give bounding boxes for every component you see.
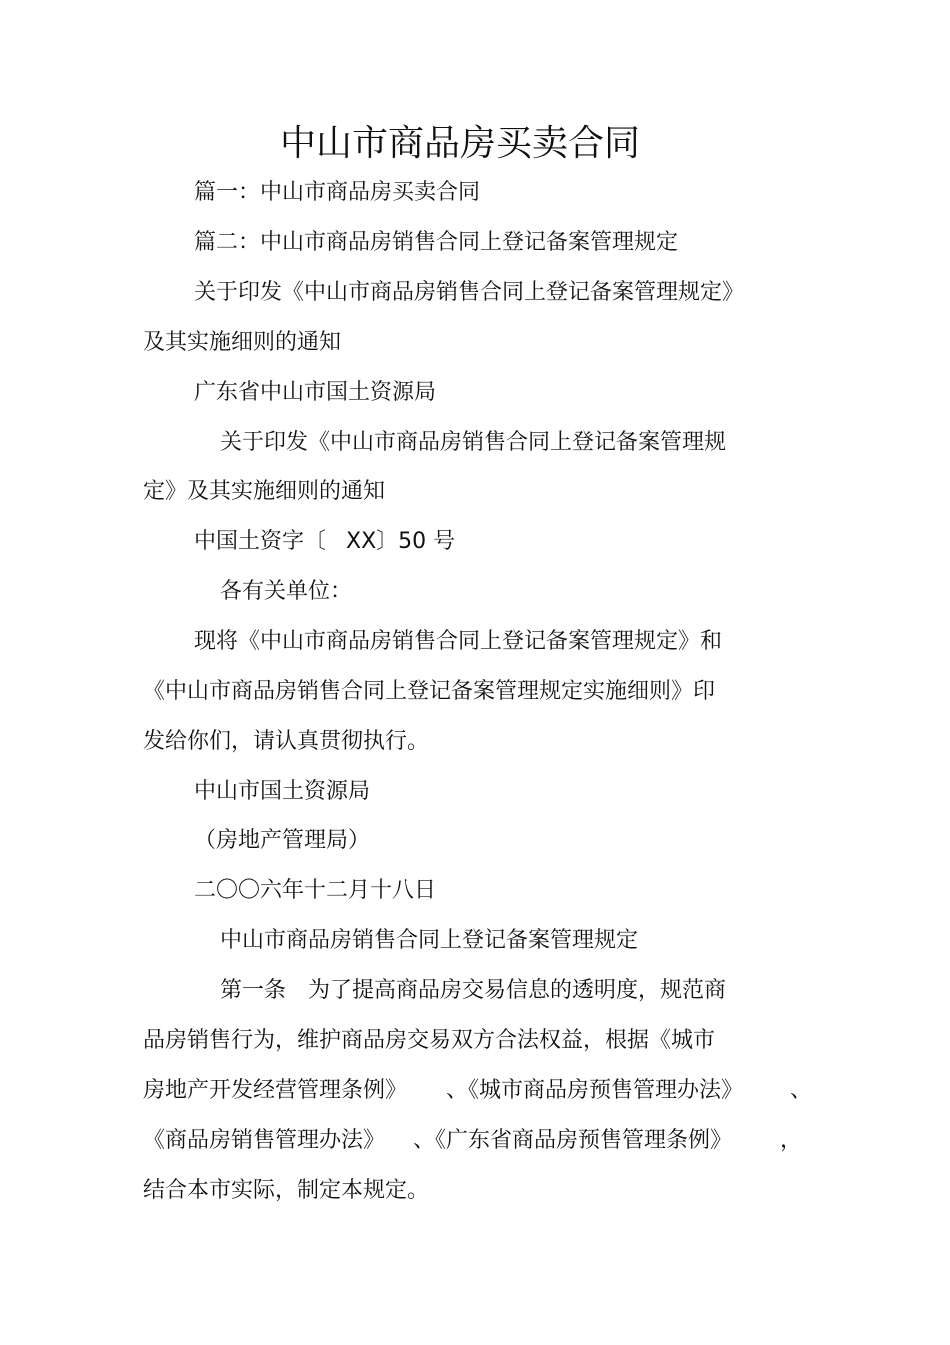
- article-one-line-4-part-1: 《商品房销售管理办法》: [143, 1128, 386, 1153]
- document-title: 中山市商品房买卖合同: [279, 123, 640, 164]
- article-one-line-2: 品房销售行为，维护商品房交易双方合法权益，根据《城市: [143, 1028, 716, 1053]
- signature-date: 二〇〇六年十二月十八日: [194, 878, 437, 903]
- body-line-2: 《中山市商品房销售合同上登记备案管理规定实施细则》印: [143, 679, 716, 704]
- issuing-authority: 广东省中山市国土资源局: [194, 380, 437, 405]
- article-one-line-3-part-3: 、: [790, 1078, 813, 1103]
- chapter-two-line: 篇二：中山市商品房销售合同上登记备案管理规定: [194, 230, 679, 255]
- article-one-line-3-part-2: 、《城市商品房预售管理办法》: [446, 1078, 744, 1103]
- article-one-line-4-part-2: 、《广东省商品房预售管理条例》: [413, 1128, 733, 1153]
- article-one-line-3-part-1: 房地产开发经营管理条例》: [143, 1078, 408, 1103]
- notice-heading-line-1: 关于印发《中山市商品房销售合同上登记备案管理规定》: [194, 280, 745, 305]
- notice-heading-line-2: 及其实施细则的通知: [143, 330, 342, 355]
- document-number-suffix: XX〕50 号: [346, 529, 456, 554]
- article-one-line-4-part-3: ，: [780, 1128, 803, 1153]
- chapter-one-line: 篇一：中山市商品房买卖合同: [194, 180, 481, 205]
- article-one-line-1: 第一条 为了提高商品房交易信息的透明度，规范商: [220, 978, 727, 1003]
- notice-title-line-1: 关于印发《中山市商品房销售合同上登记备案管理规: [220, 430, 727, 455]
- article-one-line-5: 结合本市实际，制定本规定。: [143, 1178, 430, 1203]
- regulation-title: 中山市商品房销售合同上登记备案管理规定: [220, 928, 639, 953]
- body-line-3: 发给你们，请认真贯彻执行。: [143, 729, 430, 754]
- signature-authority: 中山市国土资源局: [194, 779, 371, 804]
- signature-department: （房地产管理局）: [194, 828, 371, 853]
- salutation: 各有关单位：: [220, 579, 353, 604]
- document-number-prefix: 中国土资字〔: [194, 529, 327, 554]
- body-line-1: 现将《中山市商品房销售合同上登记备案管理规定》和: [194, 629, 723, 654]
- notice-title-line-2: 定》及其实施细则的通知: [143, 479, 386, 504]
